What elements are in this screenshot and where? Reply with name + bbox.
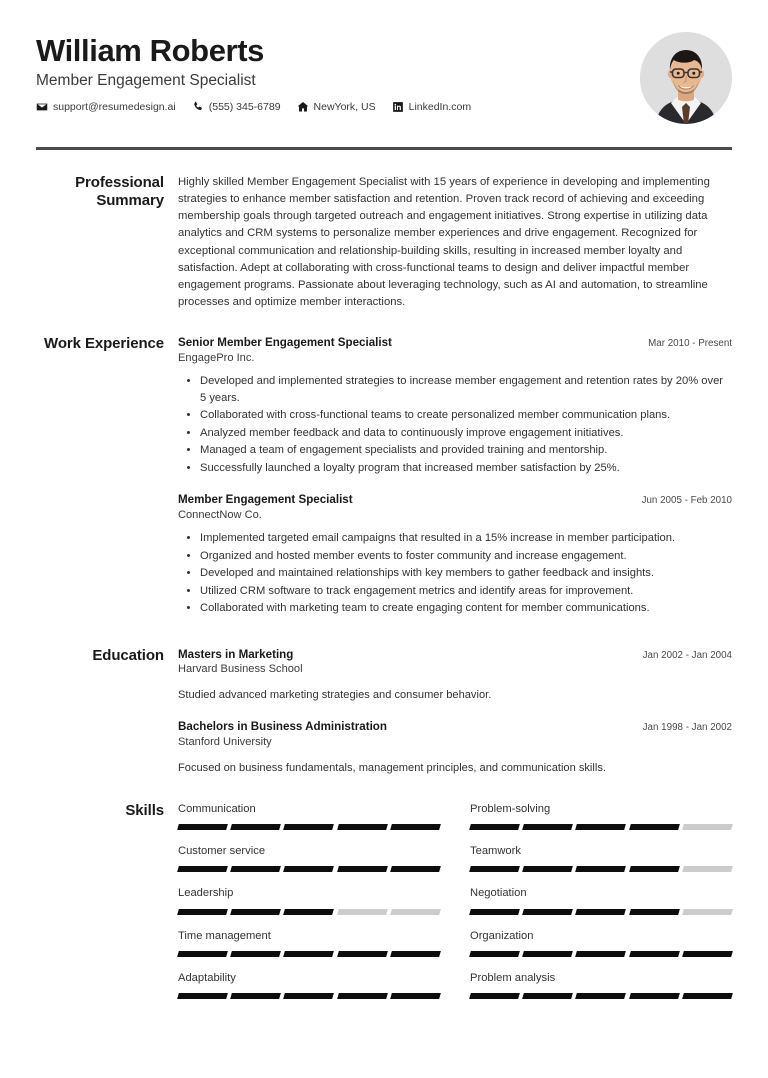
section-skills bbox=[36, 802, 732, 1013]
work-entry bbox=[178, 492, 732, 616]
contact-phone-text: (555) 345-6789 bbox=[208, 101, 281, 114]
page-title: William Roberts bbox=[36, 33, 264, 68]
work-body bbox=[178, 335, 732, 622]
skill-level-segment bbox=[629, 909, 680, 915]
skill-level-segment bbox=[390, 993, 441, 999]
skill-level-segment bbox=[230, 993, 281, 999]
education-entry bbox=[178, 647, 732, 704]
skill-level-segment bbox=[682, 993, 733, 999]
list-item: Collaborated with marketing team to create engaging content for member communications. bbox=[200, 600, 732, 616]
skill-label: Communication bbox=[178, 803, 256, 816]
list-item: Successfully launched a loyalty program that increased member satisfaction by 25%. bbox=[200, 460, 732, 476]
summary-text: Highly skilled Member Engagement Specialist with 15 years of experience in developing and implementing strategies to enhance member satisfaction and retention. Proven track record of achieving and exceeding membership goals through targeted outreach and engagement initiatives. Strong expertise in utilizing data analytics and CRM systems to personalize member experiences and drive engagement. Recognized for exceptional communication and relationship-building skills, resulting in increased member loyalty and satisfaction. Adept at collaborating with cross-functional teams to design and deliver impactful member engagement programs. Passionate about leveraging technology, such as AI and automation, to streamline processes and optimize member interactions. bbox=[178, 176, 710, 309]
contact-linkedin-text: LinkedIn.com bbox=[408, 101, 472, 114]
contact-linkedin[interactable] bbox=[392, 101, 471, 113]
education-entry-head bbox=[178, 719, 732, 735]
skill-level-bar bbox=[178, 909, 440, 915]
work-entry-role: Member Engagement Specialist bbox=[178, 493, 353, 507]
skill-level-segment bbox=[337, 993, 388, 999]
contact-row bbox=[36, 101, 622, 113]
skill-item bbox=[178, 844, 440, 886]
skill-level-segment bbox=[177, 824, 228, 830]
skill-level-segment bbox=[177, 993, 228, 999]
section-professional-summary bbox=[36, 174, 732, 311]
resume-header bbox=[36, 30, 732, 130]
skill-level-segment bbox=[576, 909, 627, 915]
section-title-skills: Skills bbox=[125, 802, 164, 820]
contact-phone[interactable] bbox=[192, 101, 281, 113]
skill-level-segment bbox=[469, 993, 520, 999]
section-title-education: Education bbox=[92, 646, 164, 664]
skill-level-segment bbox=[522, 951, 573, 957]
section-title-summary: Professional Summary bbox=[75, 174, 164, 210]
linkedin-icon bbox=[392, 101, 404, 113]
work-entry-head bbox=[178, 335, 732, 351]
skill-level-bar bbox=[178, 866, 440, 872]
skill-level-segment bbox=[284, 909, 335, 915]
list-item: Utilized CRM software to track engagement metrics and identify areas for improvement. bbox=[200, 583, 732, 599]
home-icon bbox=[297, 101, 309, 113]
skill-level-segment bbox=[576, 951, 627, 957]
summary-body bbox=[178, 174, 732, 311]
education-entry-school: Harvard Business School bbox=[178, 663, 303, 676]
skill-level-segment bbox=[522, 909, 573, 915]
work-entry-company: ConnectNow Co. bbox=[178, 508, 262, 521]
skill-item bbox=[470, 929, 732, 971]
contact-email[interactable] bbox=[36, 101, 176, 113]
skill-item bbox=[470, 971, 732, 1013]
skill-level-segment bbox=[629, 824, 680, 830]
skill-item bbox=[470, 844, 732, 886]
work-entry-company: EngagePro Inc. bbox=[178, 351, 255, 364]
skill-label: Leadership bbox=[178, 887, 234, 900]
skill-level-segment bbox=[177, 951, 228, 957]
skill-level-bar bbox=[470, 866, 732, 872]
skill-level-segment bbox=[177, 909, 228, 915]
work-entry-bullets bbox=[178, 373, 732, 476]
skill-item bbox=[178, 971, 440, 1013]
skill-level-segment bbox=[390, 824, 441, 830]
education-entry-degree: Masters in Marketing bbox=[178, 647, 294, 661]
skills-grid bbox=[178, 802, 732, 1013]
skill-level-segment bbox=[337, 951, 388, 957]
skill-level-segment bbox=[390, 909, 441, 915]
skill-level-segment bbox=[337, 866, 388, 872]
skill-label: Time management bbox=[178, 929, 271, 942]
education-entry-date: Jan 1998 - Jan 2002 bbox=[642, 722, 732, 734]
skill-level-segment bbox=[469, 951, 520, 957]
list-item: Collaborated with cross-functional teams to create personalized member communication plans. bbox=[200, 407, 732, 423]
skill-level-segment bbox=[284, 993, 335, 999]
skill-level-segment bbox=[230, 909, 281, 915]
section-education bbox=[36, 647, 732, 783]
avatar bbox=[640, 32, 732, 124]
profile-photo-graphic bbox=[640, 32, 732, 124]
skill-level-segment bbox=[522, 824, 573, 830]
header-job-title: Member Engagement Specialist bbox=[36, 71, 256, 89]
work-entry-head bbox=[178, 492, 732, 508]
skill-item bbox=[178, 886, 440, 928]
skill-level-segment bbox=[576, 993, 627, 999]
skill-level-segment bbox=[629, 866, 680, 872]
header-divider bbox=[36, 147, 732, 150]
skill-level-segment bbox=[390, 866, 441, 872]
skill-level-segment bbox=[522, 866, 573, 872]
work-entry-role: Senior Member Engagement Specialist bbox=[178, 336, 392, 350]
work-entry-date: Jun 2005 - Feb 2010 bbox=[641, 495, 732, 507]
list-item: Developed and maintained relationships with key members to gather feedback and insights. bbox=[200, 565, 732, 581]
skill-level-segment bbox=[284, 866, 335, 872]
skill-level-segment bbox=[469, 909, 520, 915]
skill-item bbox=[470, 886, 732, 928]
skill-level-segment bbox=[230, 866, 281, 872]
skill-level-segment bbox=[337, 824, 388, 830]
work-entry bbox=[178, 335, 732, 476]
skill-level-segment bbox=[230, 951, 281, 957]
skill-level-bar bbox=[470, 824, 732, 830]
skill-level-segment bbox=[629, 951, 680, 957]
skill-level-bar bbox=[178, 951, 440, 957]
skill-level-segment bbox=[337, 909, 388, 915]
skill-level-segment bbox=[284, 824, 335, 830]
list-item: Analyzed member feedback and data to continuously improve engagement initiatives. bbox=[200, 425, 732, 441]
work-entry-date: Mar 2010 - Present bbox=[648, 338, 732, 350]
skill-level-bar bbox=[470, 951, 732, 957]
envelope-icon bbox=[36, 101, 48, 113]
skill-item bbox=[178, 929, 440, 971]
skill-level-segment bbox=[469, 866, 520, 872]
education-entry-head bbox=[178, 647, 732, 663]
skill-level-segment bbox=[576, 866, 627, 872]
education-entry bbox=[178, 719, 732, 776]
skill-level-segment bbox=[230, 824, 281, 830]
skill-label: Teamwork bbox=[470, 845, 521, 858]
skill-item bbox=[470, 802, 732, 844]
section-work-experience bbox=[36, 335, 732, 622]
skill-level-bar bbox=[470, 909, 732, 915]
section-title-work: Work Experience bbox=[44, 335, 164, 353]
skills-body bbox=[178, 802, 732, 1013]
skill-level-segment bbox=[576, 824, 627, 830]
education-entry-school: Stanford University bbox=[178, 736, 272, 749]
education-entry-description: Studied advanced marketing strategies and consumer behavior. bbox=[178, 688, 492, 701]
skill-level-segment bbox=[522, 993, 573, 999]
contact-email-text: support@resumedesign.ai bbox=[53, 101, 176, 114]
skill-label: Negotiation bbox=[470, 887, 527, 900]
contact-location-text: NewYork, US bbox=[313, 101, 376, 114]
skill-level-bar bbox=[470, 993, 732, 999]
list-item: Developed and implemented strategies to increase member engagement and retention rates by 20% over 5 years. bbox=[200, 373, 732, 406]
skill-level-segment bbox=[284, 951, 335, 957]
skill-level-segment bbox=[682, 951, 733, 957]
skill-level-segment bbox=[177, 866, 228, 872]
skill-level-segment bbox=[682, 866, 733, 872]
education-body bbox=[178, 647, 732, 783]
phone-icon bbox=[192, 101, 204, 113]
skill-level-segment bbox=[469, 824, 520, 830]
education-entry-degree: Bachelors in Business Administration bbox=[178, 720, 387, 734]
skill-label: Organization bbox=[470, 929, 534, 942]
contact-location[interactable] bbox=[297, 101, 376, 113]
skill-level-segment bbox=[682, 824, 733, 830]
education-entry-description: Focused on business fundamentals, management principles, and communication skills. bbox=[178, 761, 606, 774]
list-item: Managed a team of engagement specialists and provided training and mentorship. bbox=[200, 442, 732, 458]
education-entry-date: Jan 2002 - Jan 2004 bbox=[642, 649, 732, 661]
skill-label: Adaptability bbox=[178, 971, 236, 984]
skill-label: Problem-solving bbox=[470, 803, 551, 816]
profile-photo bbox=[640, 32, 732, 124]
list-item: Organized and hosted member events to foster community and increase engagement. bbox=[200, 548, 732, 564]
skill-label: Customer service bbox=[178, 845, 266, 858]
skill-label: Problem analysis bbox=[470, 971, 556, 984]
skill-level-bar bbox=[178, 993, 440, 999]
skill-level-segment bbox=[390, 951, 441, 957]
skill-item bbox=[178, 802, 440, 844]
skill-level-bar bbox=[178, 824, 440, 830]
skill-level-segment bbox=[629, 993, 680, 999]
skill-level-segment bbox=[682, 909, 733, 915]
header-text-block bbox=[36, 30, 622, 113]
work-entry-bullets bbox=[178, 530, 732, 616]
list-item: Implemented targeted email campaigns that resulted in a 15% increase in member participation. bbox=[200, 530, 732, 546]
